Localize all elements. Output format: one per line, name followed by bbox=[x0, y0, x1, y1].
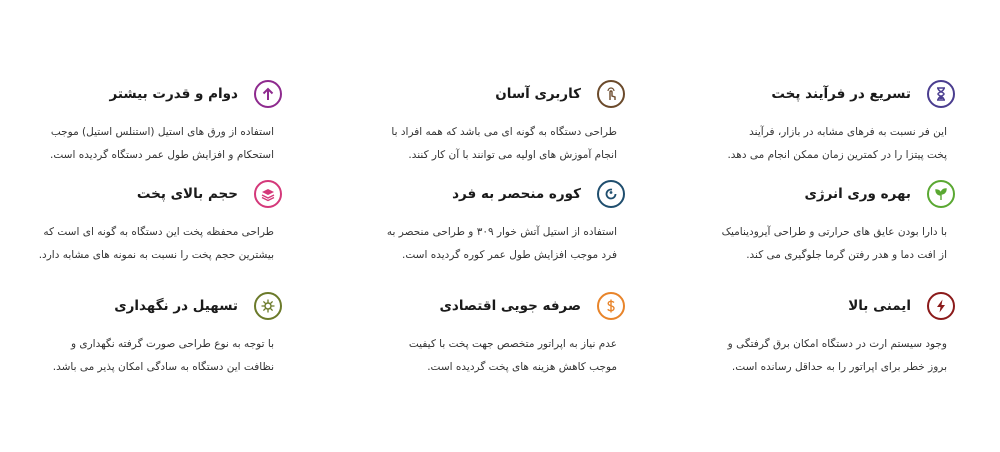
feature-description bbox=[715, 221, 955, 267]
feature-card bbox=[375, 179, 625, 267]
feature-description bbox=[375, 333, 625, 379]
desc-line: طراحی دستگاه به گونه ای می باشد که همه افراد با bbox=[391, 126, 617, 138]
desc-line: وجود سیستم ارت در دستگاه امکان برق گرفتگی و bbox=[727, 338, 947, 350]
feature-card bbox=[715, 79, 955, 167]
desc-line: استفاده از ورق های استیل (استنلس استیل) موجب bbox=[50, 126, 274, 138]
desc-line: پخت پیتزا را در کمترین زمان ممکن انجام می دهد. bbox=[727, 149, 947, 161]
desc-line: فرد موجب افزایش طول عمر کوره گردیده است. bbox=[402, 249, 617, 261]
oven-dial-icon bbox=[597, 180, 625, 208]
feature-title: کاربری آسان bbox=[495, 86, 581, 102]
desc-line: طراحی محفظه پخت این دستگاه به گونه ای است که bbox=[43, 226, 274, 238]
feature-title: کوره منحصر به فرد bbox=[452, 186, 581, 202]
feature-card bbox=[715, 179, 955, 267]
feature-description bbox=[32, 221, 282, 267]
feature-description bbox=[375, 121, 625, 167]
feature-card bbox=[32, 79, 282, 167]
feature-description bbox=[375, 221, 625, 267]
desc-line: موجب کاهش هزینه های پخت گردیده است. bbox=[427, 361, 617, 373]
touch-hand-icon bbox=[597, 80, 625, 108]
feature-title: تسریع در فرآیند پخت bbox=[771, 86, 911, 102]
feature-card bbox=[375, 291, 625, 379]
hourglass-icon bbox=[927, 80, 955, 108]
leaf-icon bbox=[927, 180, 955, 208]
desc-line: استفاده از استیل آتش خوار ۳۰۹ و طراحی منحصر به bbox=[386, 226, 617, 238]
feature-title: تسهیل در نگهداری bbox=[114, 298, 238, 314]
desc-line: نظافت این دستگاه به سادگی امکان پذیر می باشد. bbox=[52, 361, 274, 373]
desc-line: با توجه به نوع طراحی صورت گرفته نگهداری و bbox=[70, 338, 274, 350]
arrow-up-icon bbox=[254, 80, 282, 108]
feature-description bbox=[32, 121, 282, 167]
feature-description bbox=[715, 121, 955, 167]
feature-title: بهره وری انرژی bbox=[804, 186, 911, 202]
dollar-icon bbox=[597, 292, 625, 320]
feature-card bbox=[715, 291, 955, 379]
feature-description bbox=[715, 333, 955, 379]
feature-description bbox=[32, 333, 282, 379]
desc-line: عدم نیاز به اپراتور متخصص جهت پخت با کیفیت bbox=[408, 338, 617, 350]
feature-title: ایمنی بالا bbox=[848, 298, 911, 314]
desc-line: بیشترین حجم پخت را نسبت به نمونه های مشابه دارد. bbox=[38, 249, 274, 261]
desc-line: این فر نسبت به فرهای مشابه در بازار، فرآیند bbox=[749, 126, 947, 138]
feature-card bbox=[32, 179, 282, 267]
desc-line: استحکام و افزایش طول عمر دستگاه گردیده است. bbox=[50, 149, 274, 161]
feature-title: حجم بالای پخت bbox=[136, 186, 238, 202]
feature-title: صرفه جویی اقتصادی bbox=[439, 298, 581, 314]
desc-line: انجام آموزش های اولیه می توانند با آن کار کنند. bbox=[408, 149, 617, 161]
desc-line: با دارا بودن عایق های حرارتی و طراحی آیرودینامیک bbox=[721, 226, 947, 238]
lightning-icon bbox=[927, 292, 955, 320]
gear-virus-icon bbox=[254, 292, 282, 320]
feature-title: دوام و قدرت بیشتر bbox=[109, 86, 238, 102]
feature-card bbox=[32, 291, 282, 379]
desc-line: از افت دما و هدر رفتن گرما جلوگیری می کند. bbox=[746, 249, 947, 261]
desc-line: بروز خطر برای اپراتور را به حداقل رسانده است. bbox=[731, 361, 947, 373]
feature-card bbox=[375, 79, 625, 167]
stack-icon bbox=[254, 180, 282, 208]
